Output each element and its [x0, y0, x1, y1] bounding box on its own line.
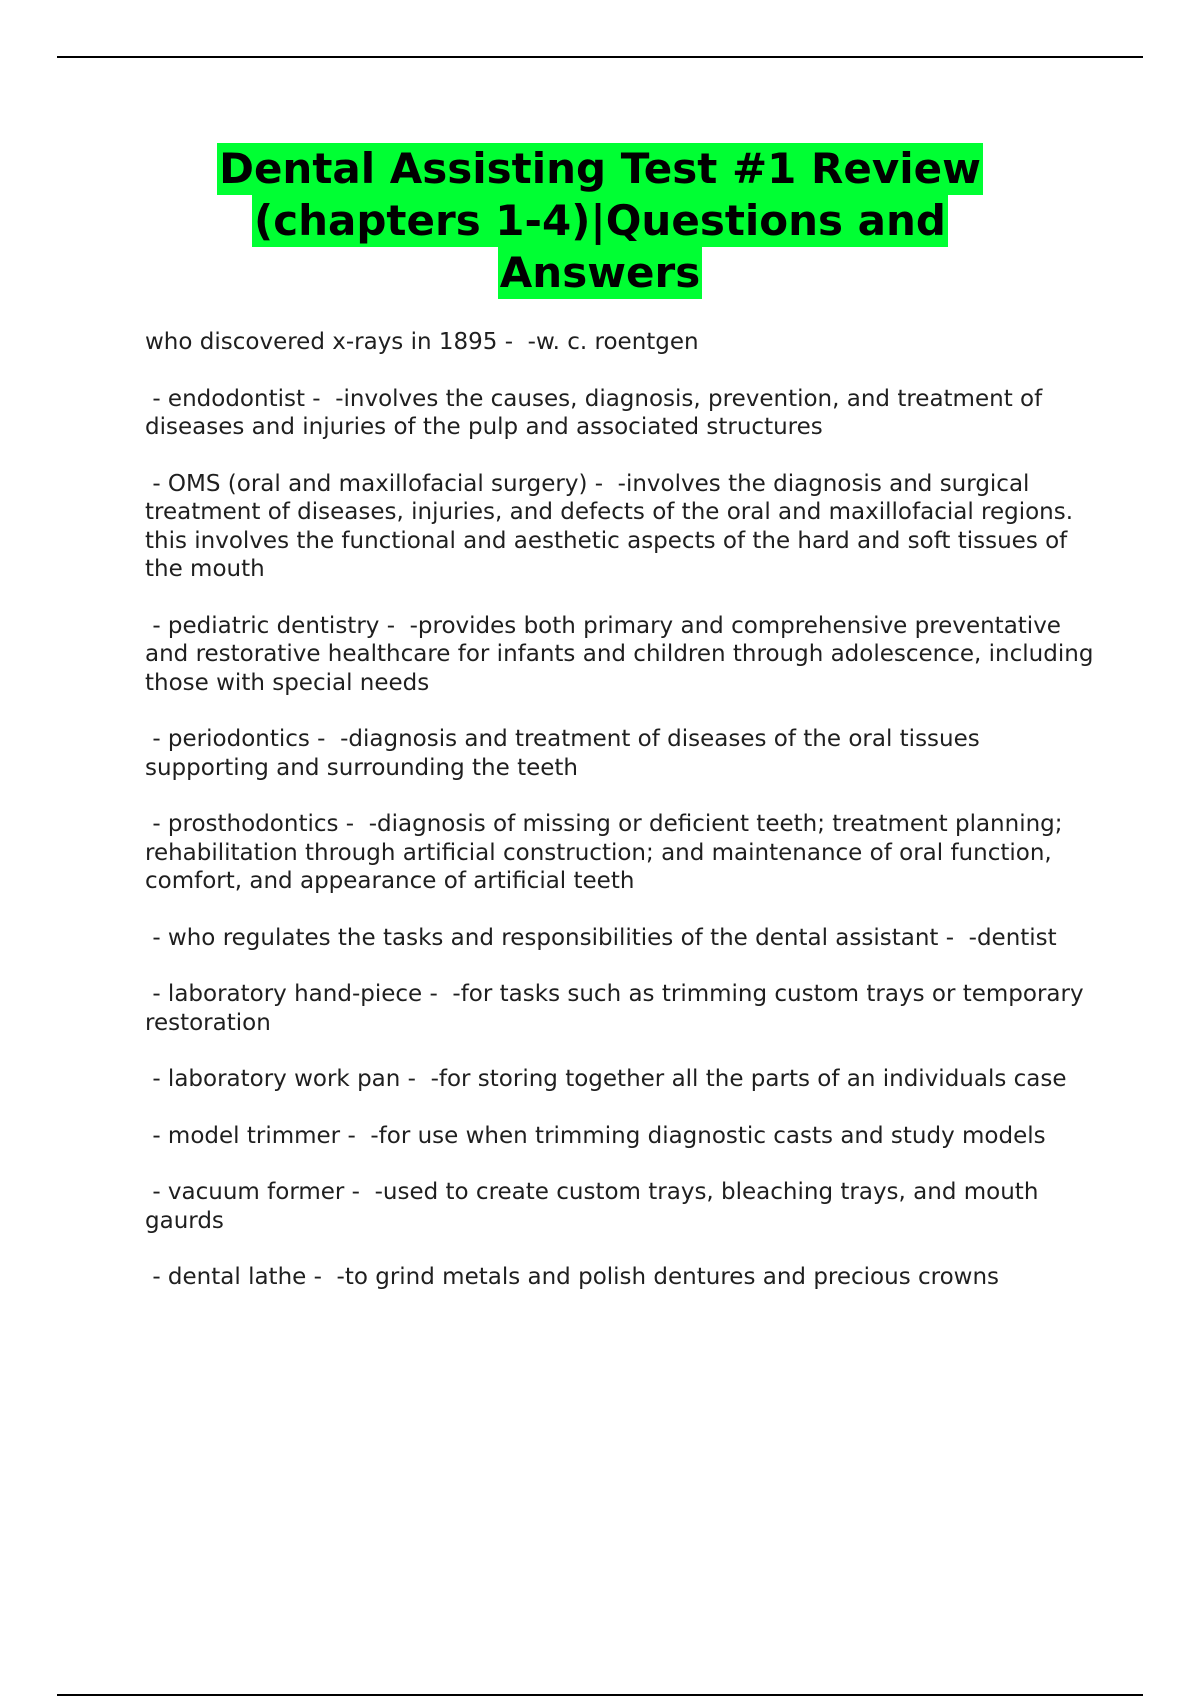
qa-item: - prosthodontics - -diagnosis of missing or deficient teeth; treatment planning; rehabilitation through artificial construction; and maintenance of oral function, comfort, and appearance of artificial teeth [145, 811, 1070, 894]
qa-item: - model trimmer - -for use when trimming diagnostic casts and study models [145, 1122, 1046, 1149]
title-line-1: Dental Assisting Test #1 Review [219, 144, 981, 193]
qa-item: - pediatric dentistry - -provides both primary and comprehensive preventative and restorative healthcare for infants and children through adolescence, including those with special needs [145, 612, 1101, 696]
qa-item: - endodontist - -involves the causes, diagnosis, prevention, and treatment of diseases and injuries of the pulp and associated structures [145, 385, 1050, 440]
qa-item: - laboratory hand-piece - -for tasks such as trimming custom trays or temporary restoration [145, 981, 1091, 1036]
qa-item: who discovered x-rays in 1895 - -w. c. roentgen [145, 329, 699, 355]
qa-item: - OMS (oral and maxillofacial surgery) - -involves the diagnosis and surgical treatment of diseases, injuries, and defects of the oral and maxillofacial regions. this involves the functional and aesthetic aspects of the hard and soft tissues of the mouth [145, 470, 1081, 582]
qa-item: - periodontics - -diagnosis and treatment of diseases of the oral tissues supporting and surrounding the teeth [145, 726, 988, 781]
qa-item: - vacuum former - -used to create custom trays, bleaching trays, and mouth gaurds [145, 1179, 1046, 1234]
qa-item: - laboratory work pan - -for storing together all the parts of an individuals case [145, 1066, 1067, 1092]
title-line-3: Answers [499, 248, 701, 297]
qa-item: - who regulates the tasks and responsibilities of the dental assistant - -dentist [145, 924, 1057, 951]
top-divider [57, 56, 1143, 58]
bottom-divider [57, 1694, 1143, 1696]
title-line-2: (chapters 1-4)|Questions and [254, 196, 946, 245]
document-title [100, 143, 1100, 299]
qa-item: - dental lathe - -to grind metals and polish dentures and precious crowns [145, 1264, 1000, 1290]
qa-list [145, 328, 1101, 1320]
